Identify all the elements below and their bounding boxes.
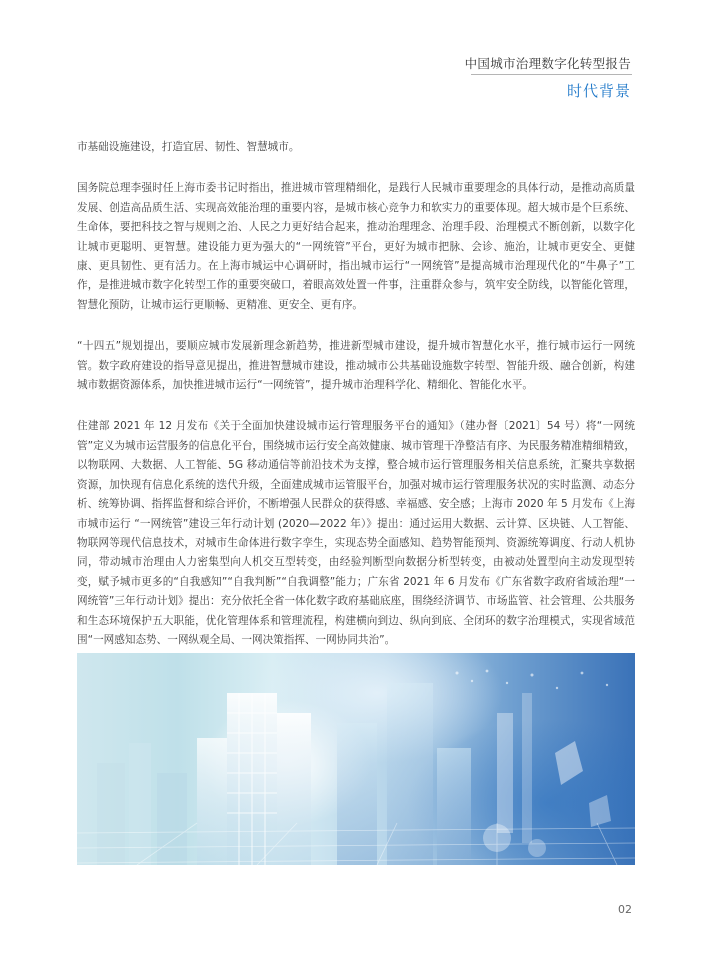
header-divider [471,74,632,75]
page-number: 02 [618,903,632,916]
paragraph-3: “十四五”规划提出，要顺应城市发展新理念新趋势，推进新型城市建设，提升城市智慧化水平，推行城市运行一网统管。数字政府建设的指导意见提出，推进智慧城市建设，推动城市公共基础设施数字转型、智能升级、融合创新，构建城市数据资源体系，加快推进城市运行“一网统管”，提升城市治理科学化、精细化、智能化水平。 [77,340,635,392]
smart-city-photo [77,653,635,865]
paragraph-4: 住建部 2021 年 12 月发布《关于全面加快建设城市运行管理服务平台的通知》（建办督〔2021〕54 号）将“一网统管”定义为城市运营服务的信息化平台，围绕城市运行安全高效健康、城市管理干净整洁有序、为民服务精准精细精致，以物联网、大数据、人工智能、5G 移动通信等前沿技术为支撑，整合城市运行管理服务相关信息系统，汇聚共享数据资源，加快现有信息化系统的迭代升级，全面建成城市运管服平台，加强对城市运行管理服务状况的实时监测、动态分析、统筹协调、指挥监督和综合评价，不断增强人民群众的获得感、幸福感、安全感；上海市 2020 年 5 月发布《上海市城市运行 “一网统管”建设三年行动计划 (2020—2022 年）》提出：通过运用大数据、云计算、区块链、人工智能、物联网等现代信息技术，对城市生命体进行数字孪生，实现态势全面感知、趋势智能预判、资源统筹调度、行动人机协同，带动城市治理由人力密集型向人机交互型转变，由经验判断型向数据分析型转变，由被动处置型向主动发现型转变，赋予城市更多的“自我感知”“自我判断”“自我调整”能力；广东省 2021 年 6 月发布《广东省数字政府省域治理“一网统管”三年行动计划》提出：充分依托全省一体化数字政府基础底座，围绕经济调节、市场监管、社会管理、公共服务和生态环境保护五大职能，优化管理体系和管理流程，构建横向到边、纵向到底、全闭环的数字治理模式，实现省域范围“一网感知态势、一网纵观全局、一网决策指挥、一网协同共治”。 [77,420,635,646]
section-title: 时代背景 [566,82,631,100]
paragraph-2: 国务院总理李强时任上海市委书记时指出，推进城市管理精细化，是践行人民城市重要理念的具体行动，是推动高质量发展、创造高品质生活、实现高效能治理的重要内容，是城市核心竞争力和软实力的重要体现。超大城市是个巨系统、生命体，要把科技之智与规则之治、人民之力更好结合起来，推动治理理念、治理手段、治理模式不断创新，以数字化让城市更聪明、更智慧。建设能力更为强大的“一网统管”平台，更好为城市把脉、会诊、施治，让城市更安全、更健康、更具韧性、更有活力。在上海市城运中心调研时，指出城市运行“一网统管”是提高城市治理现代化的“牛鼻子”工作，是推进城市数字化转型工作的重要突破口，着眼高效处置一件事，注重群众参与，筑牢安全防线，以智能化管理，智慧化预防，让城市运行更顺畅、更精准、更安全、更有序。 [77,182,635,311]
body-text [77,138,635,672]
report-title: 中国城市治理数字化转型报告 [464,56,631,71]
paragraph-1: 市基础设施建设，打造宜居、韧性、智慧城市。 [77,141,300,153]
city-skyline-icon [77,653,635,865]
